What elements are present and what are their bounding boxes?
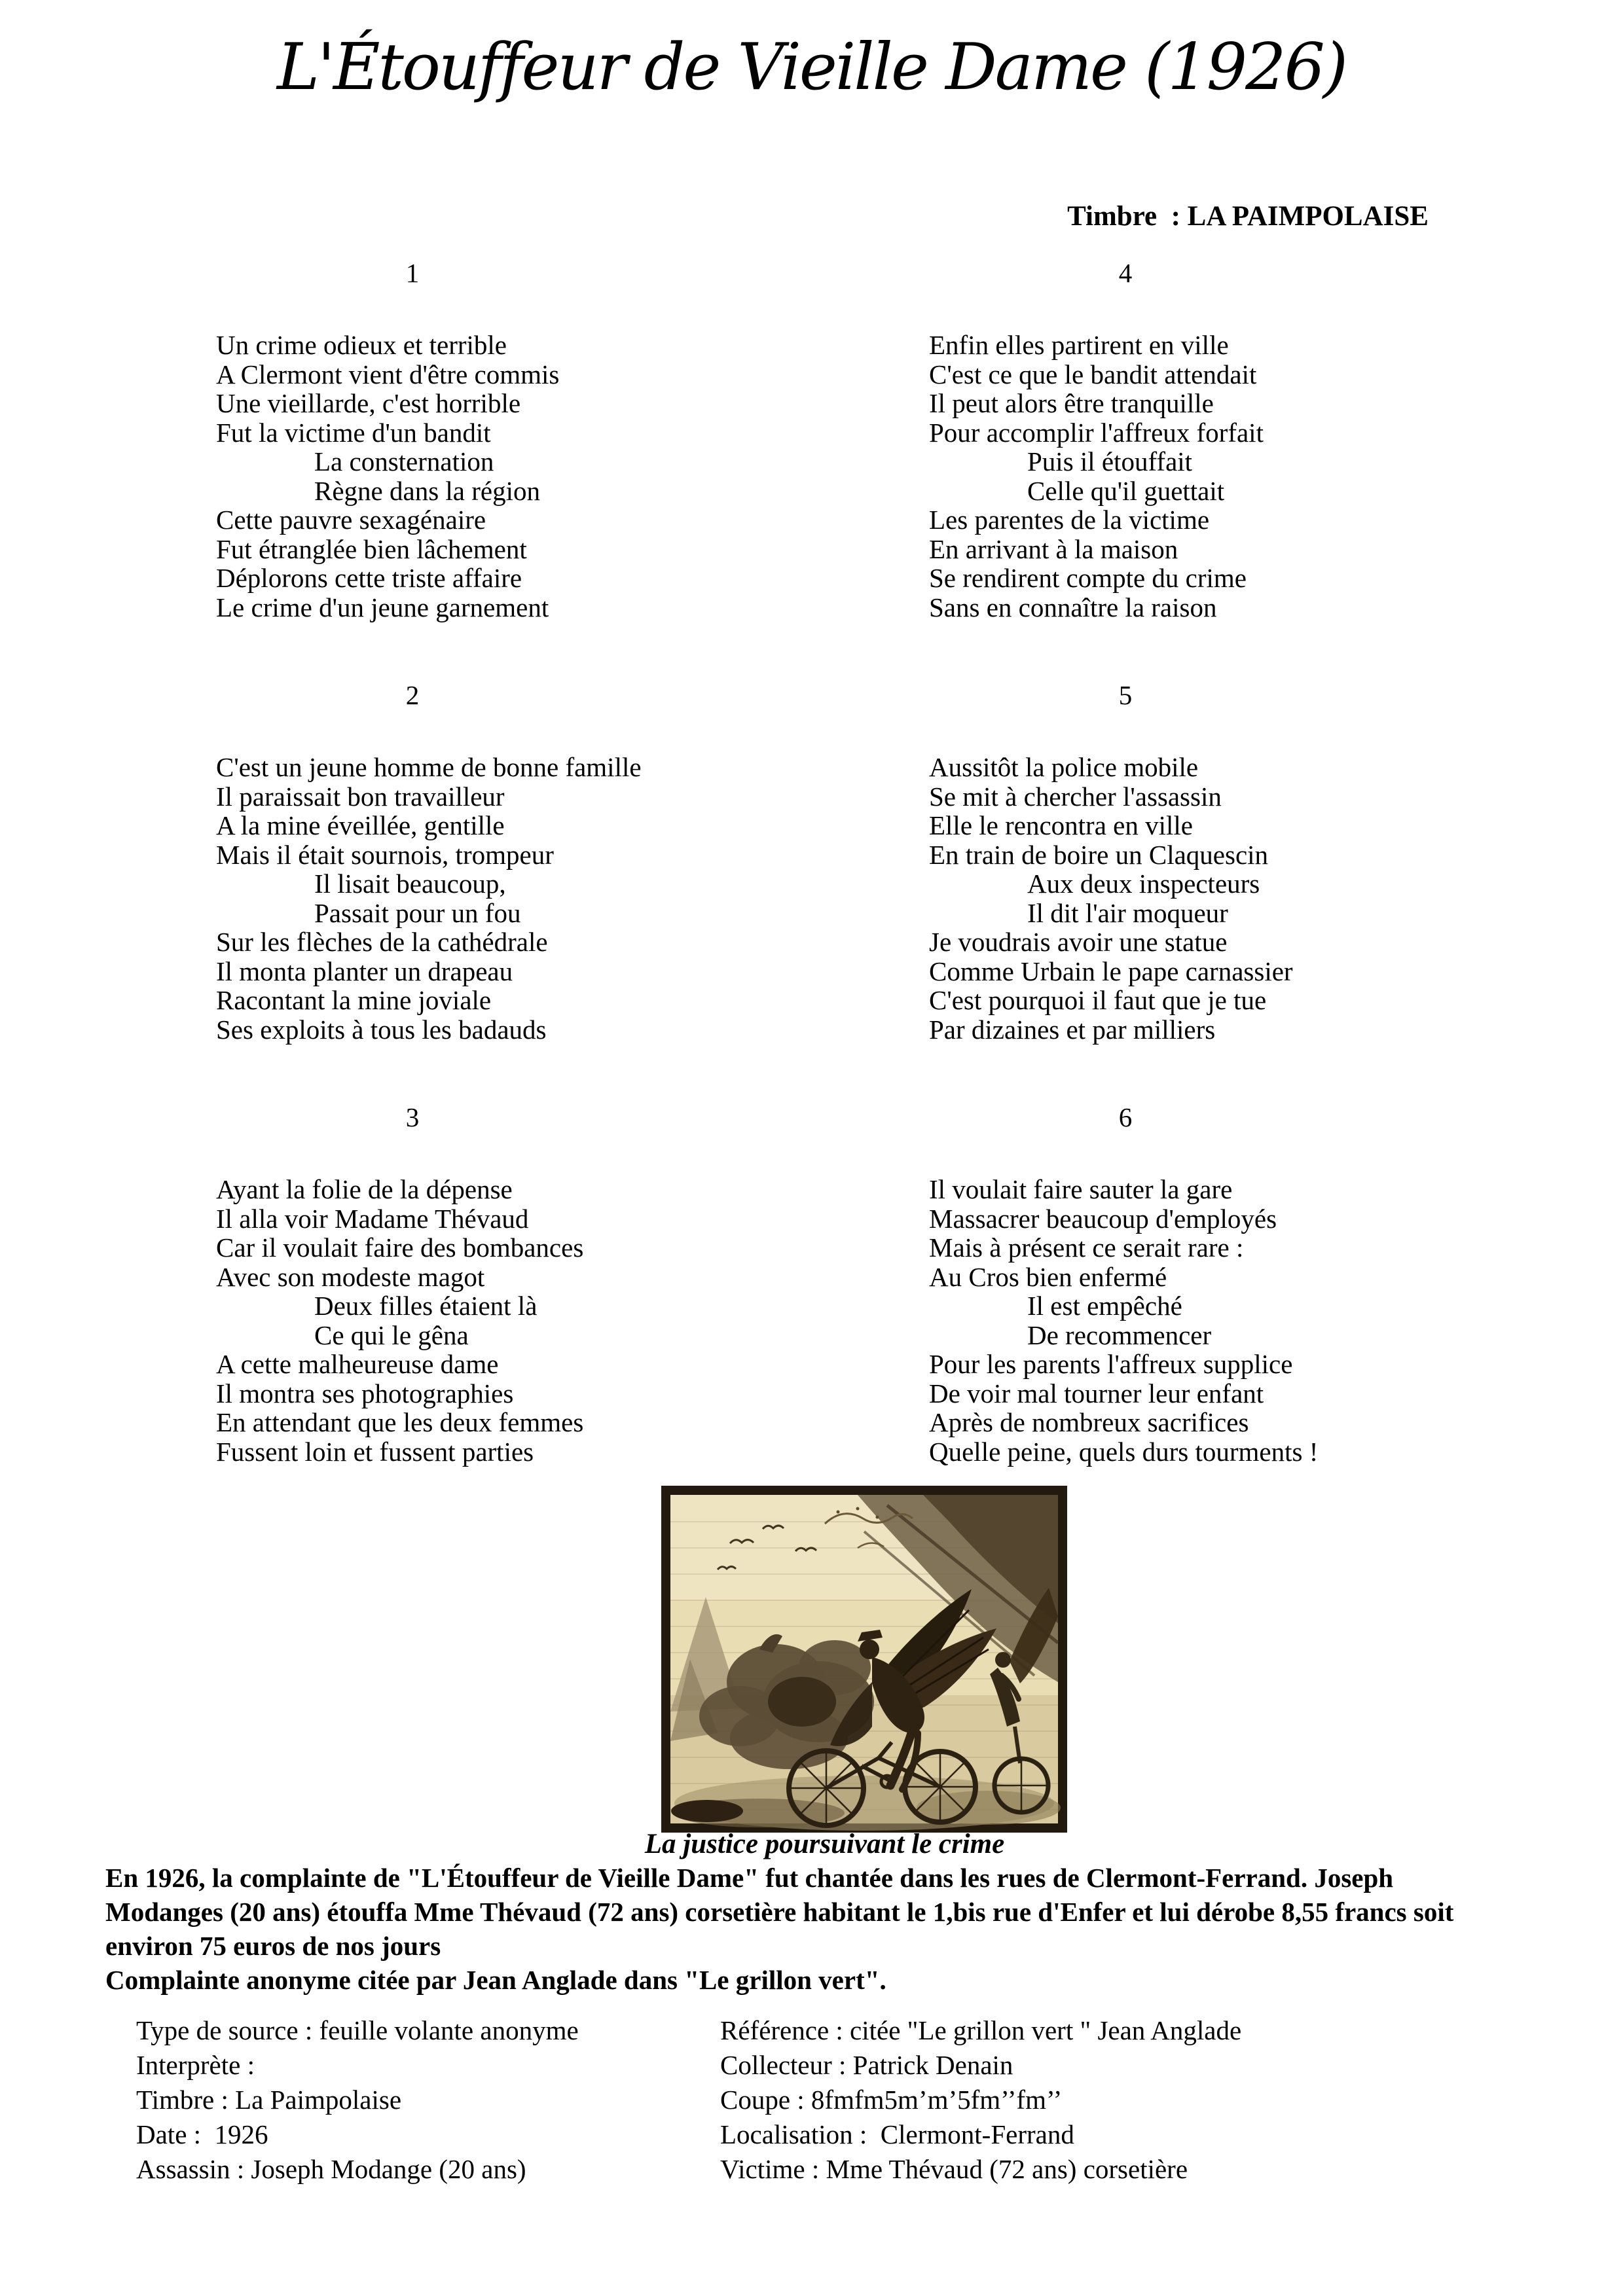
verse-line: Il alla voir Madame Thévaud: [216, 1203, 529, 1234]
verse-line: Fut étranglée bien lâchement: [216, 533, 527, 564]
verse-number: 3: [405, 1102, 420, 1132]
verse-line: Avec son modeste magot: [216, 1261, 485, 1292]
verse-line: Cette pauvre sexagénaire: [216, 505, 486, 535]
verse-line: Après de nombreux sacrifices: [929, 1407, 1249, 1437]
verse-line: Quelle peine, quels durs tourments !: [929, 1436, 1319, 1467]
verse-line: Car il voulait faire des bombances: [216, 1232, 584, 1263]
metadata-left-column: [136, 2013, 579, 2187]
verse-line: Enfin elles partirent en ville: [929, 330, 1229, 360]
verse-line: Puis il étouffait: [1027, 446, 1193, 476]
verse-line: Se mit à chercher l'assassin: [929, 781, 1222, 812]
verse-line: Il montra ses photographies: [216, 1378, 514, 1408]
verse-line: Il monta planter un drapeau: [216, 956, 513, 986]
verse-line: Il est empêché: [1027, 1291, 1182, 1321]
verse-line: C'est pourquoi il faut que je tue: [929, 985, 1267, 1015]
verse-line: Pour les parents l'affreux supplice: [929, 1349, 1293, 1379]
verse-line: Ce qui le gêna: [314, 1319, 469, 1350]
metadata-timbre: Timbre : La Paimpolaise: [136, 2085, 402, 2115]
verse-5: [929, 681, 1440, 1044]
metadata-reference: Référence : citée "Le grillon vert " Jean Anglade: [720, 2015, 1242, 2045]
verse-line: Il lisait beaucoup,: [314, 869, 506, 899]
verse-line: Règne dans la région: [314, 475, 540, 506]
verse-line: Se rendirent compte du crime: [929, 563, 1247, 593]
verse-column-left: [216, 259, 727, 1525]
verse-line: Il voulait faire sauter la gare: [929, 1174, 1233, 1204]
verse-line: Celle qu'il guettait: [1027, 475, 1225, 506]
metadata-coupe: Coupe : 8fmfm5m’m’5fm’’fm’’: [720, 2085, 1063, 2115]
metadata-interpreter: Interprète :: [136, 2050, 255, 2080]
metadata-localisation: Localisation : Clermont-Ferrand: [720, 2119, 1074, 2149]
metadata-right-column: [720, 2013, 1241, 2187]
verse-line: Mais à présent ce serait rare :: [929, 1232, 1244, 1263]
summary-paragraph: [105, 1861, 1453, 1997]
verse-line: De voir mal tourner leur enfant: [929, 1378, 1264, 1408]
verse-line: Elle le rencontra en ville: [929, 810, 1193, 840]
metadata-victime: Victime : Mme Thévaud (72 ans) corsetière: [720, 2154, 1188, 2184]
verse-line: Déplorons cette triste affaire: [216, 563, 522, 593]
paragraph-line: Modanges (20 ans) étouffa Mme Thévaud (72 ans) corsetière habitant le 1,bis rue d'Enfer et lui dérobe 8,55 francs soit: [105, 1897, 1454, 1927]
verse-line: En attendant que les deux femmes: [216, 1407, 584, 1437]
verse-6: [929, 1103, 1440, 1466]
verse-1: [216, 259, 727, 622]
verse-3: [216, 1103, 727, 1466]
verse-line: Il paraissait bon travailleur: [216, 781, 505, 812]
verse-line: Sans en connaître la raison: [929, 592, 1217, 622]
verse-line: Fut la victime d'un bandit: [216, 417, 491, 448]
engraving-illustration: [661, 1486, 1067, 1833]
verse-line: Les parentes de la victime: [929, 505, 1210, 535]
justice-head: [860, 1640, 879, 1659]
verse-number: 4: [1118, 258, 1133, 288]
verse-line: Ses exploits à tous les badauds: [216, 1014, 547, 1045]
verse-line: En arrivant à la maison: [929, 533, 1178, 564]
verse-column-right: [929, 259, 1440, 1525]
timbre-heading: Timbre : LA PAIMPOLAISE: [1067, 201, 1429, 232]
verse-line: Je voudrais avoir une statue: [929, 927, 1228, 957]
verse-2: [216, 681, 727, 1044]
verse-line: Deux filles étaient là: [314, 1291, 538, 1321]
verse-line: C'est ce que le bandit attendait: [929, 359, 1257, 389]
verse-line: A Clermont vient d'être commis: [216, 359, 560, 389]
verse-number: 6: [1118, 1102, 1133, 1132]
metadata-collector: Collecteur : Patrick Denain: [720, 2050, 1013, 2080]
verse-line: Au Cros bien enfermé: [929, 1261, 1167, 1292]
verse-4: [929, 259, 1440, 622]
verse-number: 5: [1118, 680, 1133, 710]
verse-line: Un crime odieux et terrible: [216, 330, 507, 360]
verse-line: Passait pour un fou: [314, 897, 521, 928]
verse-line: Comme Urbain le pape carnassier: [929, 956, 1293, 986]
verse-line: En train de boire un Claquescin: [929, 839, 1269, 870]
verse-line: De recommencer: [1027, 1319, 1212, 1350]
metadata-source-type: Type de source : feuille volante anonyme: [136, 2015, 579, 2045]
metadata-date: Date : 1926: [136, 2119, 268, 2149]
verse-line: Racontant la mine joviale: [216, 985, 492, 1015]
illustration-caption: La justice poursuivant le crime: [644, 1829, 1005, 1859]
verse-number: 2: [405, 680, 420, 710]
verse-line: Une vieillarde, c'est horrible: [216, 388, 521, 418]
paragraph-line: Complainte anonyme citée par Jean Anglade dans "Le grillon vert".: [105, 1965, 886, 1995]
verse-line: Aussitôt la police mobile: [929, 752, 1199, 782]
verse-line: Le crime d'un jeune garnement: [216, 592, 549, 622]
fleeing-cyclist-head: [995, 1652, 1011, 1668]
verse-line: Par dizaines et par milliers: [929, 1014, 1216, 1045]
page-title: L'Étouffeur de Vieille Dame (1926): [276, 30, 1347, 105]
verse-line: Sur les flèches de la cathédrale: [216, 927, 548, 957]
verse-line: Aux deux inspecteurs: [1027, 869, 1260, 899]
verse-line: Mais il était sournois, trompeur: [216, 839, 554, 870]
verse-line: Pour accomplir l'affreux forfait: [929, 417, 1264, 448]
verse-line: Fussent loin et fussent parties: [216, 1436, 534, 1467]
verse-line: La consternation: [314, 446, 494, 476]
verse-line: Massacrer beaucoup d'employés: [929, 1203, 1277, 1234]
verse-line: C'est un jeune homme de bonne famille: [216, 752, 642, 782]
verse-number: 1: [405, 258, 420, 288]
metadata-assassin: Assassin : Joseph Modange (20 ans): [136, 2154, 526, 2184]
verse-line: A cette malheureuse dame: [216, 1349, 499, 1379]
paragraph-line: environ 75 euros de nos jours: [105, 1931, 441, 1961]
verse-line: Il dit l'air moqueur: [1027, 897, 1228, 928]
verse-line: A la mine éveillée, gentille: [216, 810, 505, 840]
verse-line: Ayant la folie de la dépense: [216, 1174, 513, 1204]
verse-line: Il peut alors être tranquille: [929, 388, 1214, 418]
paragraph-line: En 1926, la complainte de "L'Étouffeur de Vieille Dame" fut chantée dans les rues de Clermont-Ferrand. Joseph: [105, 1863, 1394, 1893]
